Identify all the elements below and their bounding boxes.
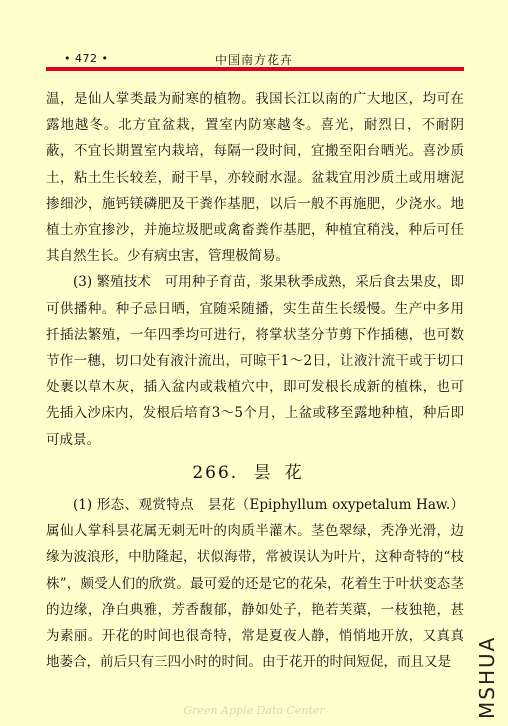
section-name: 昙花 — [253, 463, 316, 483]
section-title — [0, 458, 508, 483]
paragraph-continued: 温，是仙人掌类最为耐寒的植物。我国长江以南的广大地区，均可在露地越冬。北方宜盆栽，置室内防寒越冬。喜光，耐烈日，不耐阴蔽，不宜长期置室内栽培，每隔一段时间，宜搬至阳台晒光。喜沙质土，粘土生长较差，耐干旱，亦较耐水湿。盆栽宜用沙质土或用塘泥掺细沙，施钙镁磷肥及干粪作基肥，以后一般不再施肥，少浇水。地植土亦宜掺沙，并施垃圾肥或禽畜粪作基肥，种植宜稍浅，种后可任其自然生长。少有病虫害，管理极简易。 — [46, 91, 464, 265]
bottom-watermark: Green Apple Data Center — [183, 704, 325, 717]
page-number: • 472 • — [64, 52, 109, 65]
running-header-title: 中国南方花卉 — [214, 53, 293, 67]
body-text-top — [46, 86, 464, 453]
paragraph-morphology: (1) 形态、观赏特点 昙花（Epiphyllum oxypetalum Haw.）属仙人掌科昙花属无刺无叶的肉质半灌木。茎色翠绿，秃净光滑，边缘为波浪形，中肋隆起，状似海带，常被误认为叶片，这种奇特的“枝株”，颇受人们的欣赏。最可爱的还是它的花朵，花着生于叶状变态茎的边缘，净白典雅，芳香馥郁，静如处子，艳若芙蕖，一枝独艳，甚为素丽。开花的时间也很奇特，常是夏夜人静，悄悄地开放，又真真地萎合，前后只有三四小时的时间。由于花开的时间短促，而且又是 — [46, 497, 464, 671]
side-watermark-text: MSHUA — [475, 635, 499, 719]
section-number: 266. — [192, 463, 239, 483]
body-text-bottom — [46, 492, 464, 675]
header-rule — [46, 67, 464, 71]
paragraph-propagation: (3) 繁殖技术 可用种子育苗，浆果秋季成熟，采后食去果皮，即可供播种。种子忌日晒，宜随采随播，实生苗生长缓慢。生产中多用扦插法繁殖，一年四季均可进行，将掌状茎分节剪下作插穗，也可数节作一穗，切口处有液汁流出，可晾干1～2日，让液汁流干或于切口处裹以草木灰，插入盆内或栽植穴中，即可发根长成新的植株，也可先插入沙床内，发根后培育3～5个月，上盆或移至露地种植，种后即可成景。 — [46, 274, 464, 448]
